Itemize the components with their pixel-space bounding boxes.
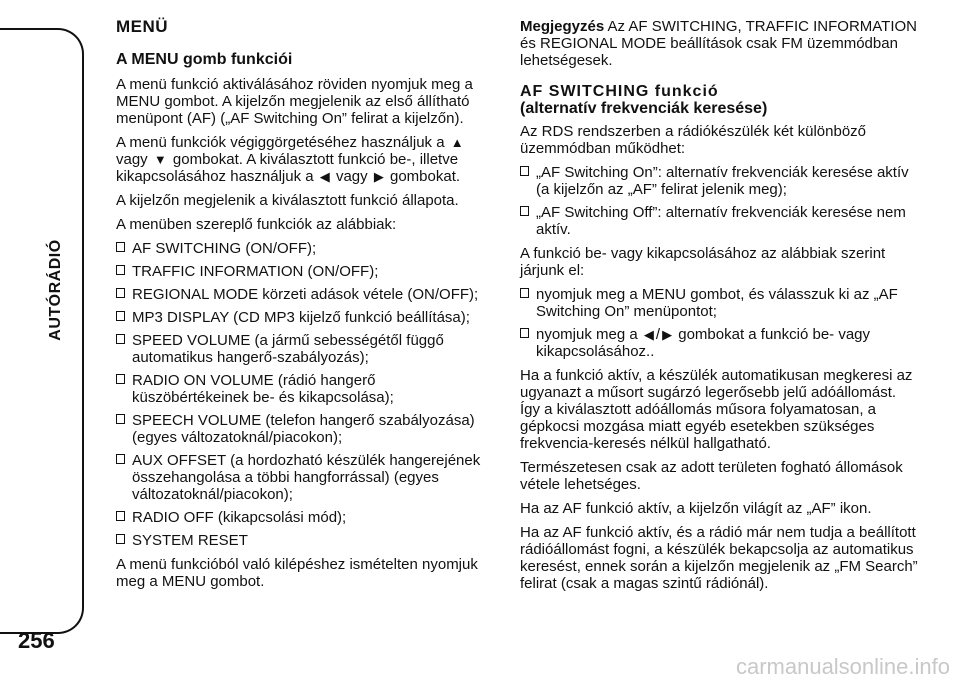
section-label: AUTÓRÁDIÓ [47, 239, 64, 341]
checkbox-bullet-icon [520, 328, 529, 338]
paragraph: A menü funkció aktiválásához röviden nyomjuk meg a MENU gombot. A kijelzőn megjelenik az első állítható menüpont (AF) („AF Switching On” felirat a kijelzőn). [116, 76, 473, 127]
text: A menü funkciók végiggörgetéséhez használjuk a [116, 134, 445, 151]
down-arrow-icon: ▼ [153, 152, 167, 167]
checkbox-bullet-icon [116, 454, 125, 464]
right-column [520, 18, 920, 599]
left-arrow-icon: ◀ [319, 169, 330, 184]
checkbox-bullet-icon [520, 206, 529, 216]
mode-list [520, 164, 920, 238]
list-item: SPEED VOLUME (a jármű sebességétől függő automatikus hangerő-szabályozás); [116, 332, 496, 366]
list-item: SYSTEM RESET [116, 532, 496, 549]
up-arrow-icon: ▲ [450, 135, 464, 150]
list-item: nyomjuk meg a ◀ / ▶ gombokat a funkció be- vagy kikapcsolásához.. [520, 326, 920, 360]
paragraph: Ha az AF funkció aktív, a kijelzőn világít az „AF” ikon. [520, 500, 872, 517]
paragraph: A menüben szereplő funkciók az alábbiak: [116, 216, 397, 233]
note [520, 18, 920, 69]
paragraph-nav [116, 134, 496, 185]
list-item: nyomjuk meg a MENU gombot, és válasszuk ki az „AF Switching On” menüpontot; [520, 286, 920, 320]
menu-function-list [116, 240, 496, 549]
section-heading [520, 83, 920, 117]
left-column [116, 18, 496, 597]
text: gombokat. [390, 168, 461, 185]
list-item: REGIONAL MODE körzeti adások vétele (ON/OFF); [116, 286, 496, 303]
checkbox-bullet-icon [116, 414, 125, 424]
section-subtitle: (alternatív frekvenciák keresése) [520, 100, 768, 117]
sidebar-frame [0, 28, 84, 634]
text: vagy [116, 151, 148, 168]
paragraph: Természetesen csak az adott területen fogható állomások vétele lehetséges. [520, 459, 903, 493]
checkbox-bullet-icon [116, 534, 125, 544]
page-title: MENÜ [116, 17, 169, 36]
checkbox-bullet-icon [520, 166, 529, 176]
steps-list [520, 286, 920, 360]
checkbox-bullet-icon [520, 288, 529, 298]
paragraph: A kijelzőn megjelenik a kiválasztott funkció állapota. [116, 192, 459, 209]
sidebar [0, 0, 84, 686]
checkbox-bullet-icon [116, 511, 125, 521]
list-item: MP3 DISPLAY (CD MP3 kijelző funkció beállítása); [116, 309, 496, 326]
section-title: AF SWITCHING funkció [520, 83, 719, 100]
menu-subtitle: A MENU gomb funkciói [116, 51, 293, 68]
list-item: „AF Switching Off”: alternatív frekvenciák keresése nem aktív. [520, 204, 920, 238]
list-item: „AF Switching On”: alternatív frekvenciák keresése aktív (a kijelzőn az „AF” felirat jelenik meg); [520, 164, 920, 198]
checkbox-bullet-icon [116, 374, 125, 384]
paragraph: A funkció be- vagy kikapcsolásához az alábbiak szerint járjunk el: [520, 245, 886, 279]
list-item: TRAFFIC INFORMATION (ON/OFF); [116, 263, 496, 280]
list-item: AF SWITCHING (ON/OFF); [116, 240, 496, 257]
checkbox-bullet-icon [116, 265, 125, 275]
page-number: 256 [18, 628, 55, 653]
checkbox-bullet-icon [116, 242, 125, 252]
checkbox-bullet-icon [116, 288, 125, 298]
text: gombokat. A kiválasztott funkció be-, illetve kikapcsolásához használjuk a [116, 151, 459, 185]
text: vagy [335, 168, 368, 185]
checkbox-bullet-icon [116, 311, 125, 321]
note-label: Megjegyzés [520, 18, 605, 35]
list-item: AUX OFFSET (a hordozható készülék hangerejének összehangolása a többi hangforrással) (egyes változatoknál/piacokon); [116, 452, 496, 503]
paragraph: Ha a funkció aktív, a készülék automatikusan megkeresi az ugyanazt a műsort sugárzó legerősebb jelű adóállomást. Így a kiválasztott adóállomás műsora folyamatosan, a gépkocsi mozgása miatt egyéb esetekben szükséges frekvencia-keresés nélkül hallgatható. [520, 367, 913, 452]
right-arrow-icon: ▶ [662, 327, 673, 342]
list-item: SPEECH VOLUME (telefon hangerő szabályozása) (egyes változatoknál/piacokon); [116, 412, 496, 446]
paragraph: Ha az AF funkció aktív, és a rádió már nem tudja a beállított rádióállomást fogni, a készülék bekapcsolja az automatikus keresést, ennek során a kijelzőn megjelenik az „FM Search” felirat (csak a magas szintű rádiónál). [520, 524, 918, 592]
paragraph: Az RDS rendszerben a rádiókészülék két különböző üzemmódban működhet: [520, 123, 867, 157]
watermark: carmanualsonline.info [735, 654, 950, 679]
checkbox-bullet-icon [116, 334, 125, 344]
right-arrow-icon: ▶ [373, 169, 384, 184]
paragraph: A menü funkcióból való kilépéshez ismételten nyomjuk meg a MENU gombot. [116, 556, 478, 590]
left-arrow-icon: ◀ [643, 327, 654, 342]
list-item: RADIO OFF (kikapcsolási mód); [116, 509, 496, 526]
note-text: Az AF SWITCHING, TRAFFIC INFORMATION és REGIONAL MODE beállítások csak FM üzemmódban lehetségesek. [520, 18, 917, 69]
list-item: RADIO ON VOLUME (rádió hangerő küszöbértékeinek be- és kikapcsolása); [116, 372, 496, 406]
